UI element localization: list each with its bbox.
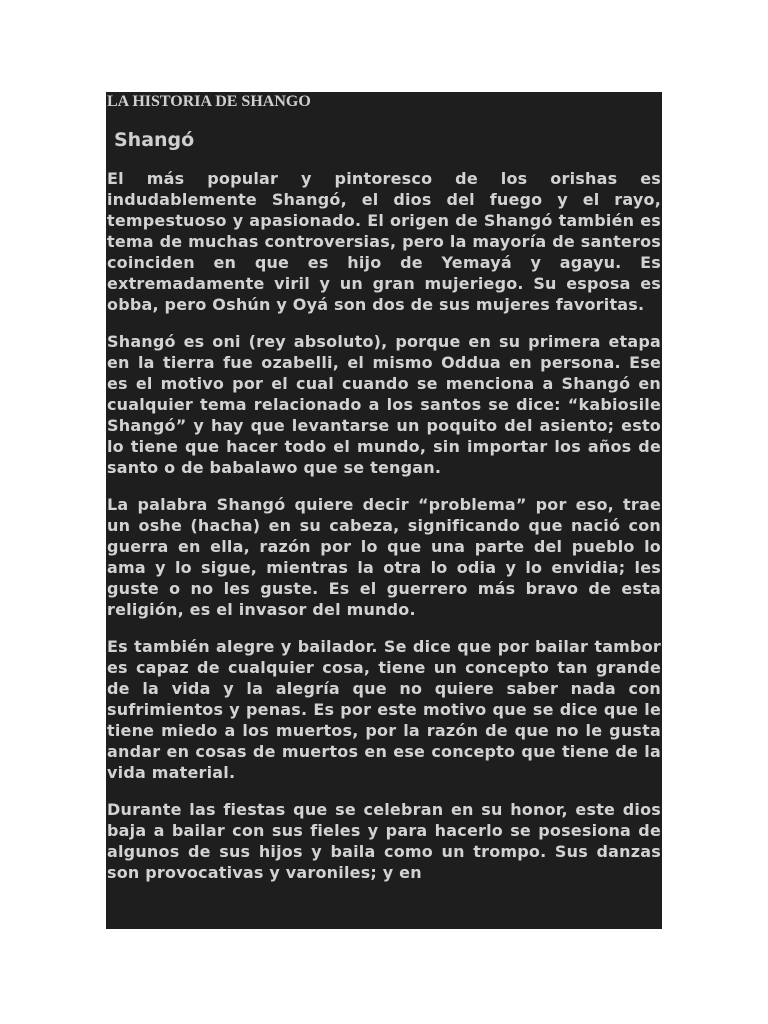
document-title: LA HISTORIA DE SHANGO — [107, 93, 311, 110]
body-text — [107, 168, 661, 883]
paragraph: Durante las fiestas que se celebran en su honor, este dios baja a bailar con sus fieles y para hacerlo se posesiona de algunos de sus hijos y baila como un trompo. Sus danzas son provocativas y varoniles; y en — [107, 800, 661, 882]
document-panel — [106, 92, 662, 929]
paragraph: La palabra Shangó quiere decir “problema” por eso, trae un oshe (hacha) en su cabeza, significando que nació con guerra en ella, razón por lo que una parte del pueblo lo ama y lo sigue, mientras la otra lo odia y lo envidia; les guste o no les guste. Es el guerrero más bravo de esta religión, es el invasor del mundo. — [107, 495, 661, 619]
paragraph: Shangó es oni (rey absoluto), porque en su primera etapa en la tierra fue ozabelli, el mismo Oddua en persona. Ese es el motivo por el cual cuando se menciona a Shangó en cualquier tema relacionado a los santos se dice: “kabiosile Shangó” y hay que levantarse un poquito del asiento; esto lo tiene que hacer todo el mundo, sin importar los años de santo o de babalawo que se tengan. — [107, 332, 661, 477]
paragraph: El más popular y pintoresco de los orishas es indudablemente Shangó, el dios del fuego y el rayo, tempestuoso y apasionado. El origen de Shangó también es tema de muchas controversias, pero la mayoría de santeros coinciden en que es hijo de Yemayá y agayu. Es extremadamente viril y un gran mujeriego. Su esposa es obba, pero Oshún y Oyá son dos de sus mujeres favoritas. — [107, 169, 661, 314]
section-heading: Shangó — [114, 129, 195, 151]
paragraph: Es también alegre y bailador. Se dice que por bailar tambor es capaz de cualquier cosa, tiene un concepto tan grande de la vida y la alegría que no quiere saber nada con sufrimientos y penas. Es por este motivo que se dice que le tiene miedo a los muertos, por la razón de que no le gusta andar en cosas de muertos en ese concepto que tiene de la vida material. — [107, 637, 661, 782]
